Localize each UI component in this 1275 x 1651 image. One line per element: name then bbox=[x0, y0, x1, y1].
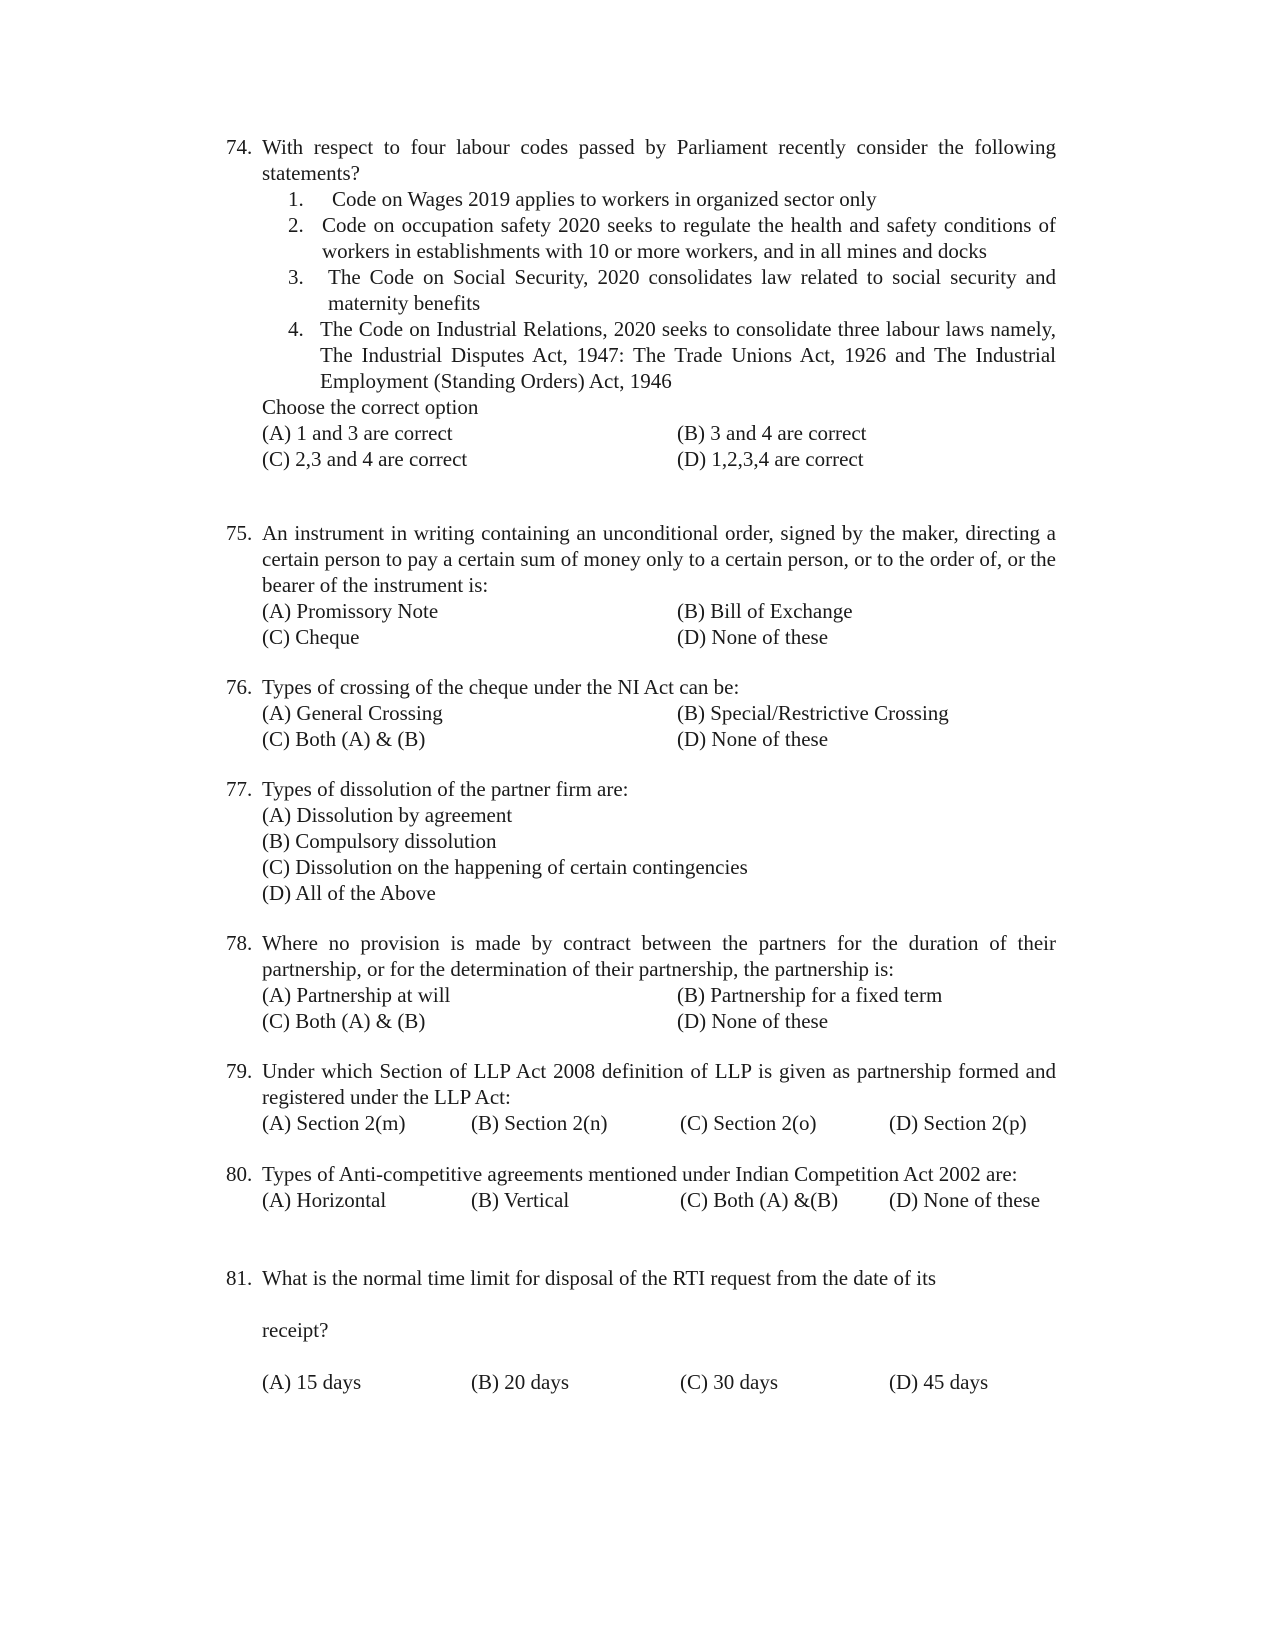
question-number: 79. bbox=[226, 1059, 253, 1083]
question-text: Types of dissolution of the partner firm are: bbox=[262, 777, 629, 801]
question-text: Where no provision is made by contract between the partners for the duration of their partnership, or for the determination of their partnership, the partnership is: bbox=[262, 931, 1056, 981]
option-b[interactable]: (B) Vertical bbox=[471, 1188, 570, 1212]
statement-text: Code on Wages 2019 applies to workers in organized sector only bbox=[332, 187, 877, 211]
option-b[interactable]: (B) Compulsory dissolution bbox=[262, 829, 497, 853]
question-text: An instrument in writing containing an unconditional order, signed by the maker, directing a certain person to pay a certain sum of money only to a certain person, or to the order of, or the bearer of the instrument is: bbox=[262, 521, 1056, 597]
option-b[interactable]: (B) Bill of Exchange bbox=[677, 599, 853, 623]
question-number: 77. bbox=[226, 777, 253, 801]
option-a[interactable]: (A) Partnership at will bbox=[262, 983, 451, 1007]
option-c[interactable]: (C) Section 2(o) bbox=[680, 1111, 817, 1135]
option-a[interactable]: (A) Horizontal bbox=[262, 1188, 387, 1212]
question-number: 74. bbox=[226, 135, 253, 159]
question-number: 75. bbox=[226, 521, 253, 545]
question-prompt: Choose the correct option bbox=[262, 395, 479, 419]
question-74 bbox=[226, 134, 1056, 472]
option-a[interactable]: (A) General Crossing bbox=[262, 701, 443, 725]
option-a[interactable]: (A) 1 and 3 are correct bbox=[262, 421, 453, 445]
option-d[interactable]: (D) None of these bbox=[677, 625, 829, 649]
statement-text: The Code on Social Security, 2020 consolidates law related to social security and maternity benefits bbox=[328, 265, 1056, 315]
option-row bbox=[262, 1187, 1056, 1213]
question-76 bbox=[226, 674, 1056, 752]
option-a[interactable]: (A) Dissolution by agreement bbox=[262, 803, 513, 827]
option-c[interactable]: (C) Dissolution on the happening of certain contingencies bbox=[262, 855, 748, 879]
option-c[interactable]: (C) Both (A) & (B) bbox=[262, 727, 426, 751]
question-text: With respect to four labour codes passed by Parliament recently consider the following statements? bbox=[262, 135, 1056, 185]
question-77 bbox=[226, 776, 1056, 906]
option-c[interactable]: (C) Both (A) & (B) bbox=[262, 1009, 426, 1033]
option-c[interactable]: (C) 2,3 and 4 are correct bbox=[262, 447, 468, 471]
question-78 bbox=[226, 930, 1056, 1034]
statement-number: 2. bbox=[288, 213, 304, 237]
option-grid bbox=[262, 598, 1056, 650]
option-d[interactable]: (D) None of these bbox=[677, 1009, 829, 1033]
option-grid bbox=[262, 982, 1056, 1034]
option-b[interactable]: (B) Partnership for a fixed term bbox=[677, 983, 943, 1007]
option-d[interactable]: (D) All of the Above bbox=[262, 881, 436, 905]
question-number: 81. bbox=[226, 1266, 253, 1290]
statement-text: Code on occupation safety 2020 seeks to regulate the health and safety conditions of workers in establishments with 10 or more workers, and in all mines and docks bbox=[322, 213, 1056, 263]
statement-number: 3. bbox=[288, 265, 304, 289]
statement-item bbox=[288, 186, 1056, 212]
statement-list bbox=[262, 186, 1056, 394]
statement-number: 1. bbox=[288, 187, 304, 211]
option-b[interactable]: (B) Section 2(n) bbox=[471, 1111, 608, 1135]
question-text-continued: receipt? bbox=[262, 1318, 329, 1342]
statement-item bbox=[288, 264, 1056, 316]
question-81 bbox=[226, 1265, 1056, 1395]
question-text: Types of crossing of the cheque under the NI Act can be: bbox=[262, 675, 740, 699]
option-d[interactable]: (D) Section 2(p) bbox=[889, 1111, 1027, 1135]
question-text: Types of Anti-competitive agreements mentioned under Indian Competition Act 2002 are: bbox=[262, 1162, 1018, 1186]
option-row bbox=[262, 1110, 1056, 1136]
question-79 bbox=[226, 1058, 1056, 1136]
option-d[interactable]: (D) None of these bbox=[677, 727, 829, 751]
statement-item bbox=[288, 316, 1056, 394]
question-number: 76. bbox=[226, 675, 253, 699]
statement-number: 4. bbox=[288, 317, 304, 341]
option-grid bbox=[262, 420, 1056, 472]
option-list bbox=[262, 802, 1056, 906]
option-d[interactable]: (D) None of these bbox=[889, 1188, 1041, 1212]
option-a[interactable]: (A) Section 2(m) bbox=[262, 1111, 406, 1135]
option-c[interactable]: (C) 30 days bbox=[680, 1370, 778, 1394]
option-d[interactable]: (D) 45 days bbox=[889, 1370, 989, 1394]
option-b[interactable]: (B) 3 and 4 are correct bbox=[677, 421, 867, 445]
option-c[interactable]: (C) Both (A) &(B) bbox=[680, 1188, 839, 1212]
statement-item bbox=[288, 212, 1056, 264]
option-grid bbox=[262, 700, 1056, 752]
question-number: 80. bbox=[226, 1162, 253, 1186]
option-row bbox=[262, 1369, 1056, 1395]
question-75 bbox=[226, 520, 1056, 650]
option-b[interactable]: (B) Special/Restrictive Crossing bbox=[677, 701, 949, 725]
question-text: Under which Section of LLP Act 2008 definition of LLP is given as partnership formed and registered under the LLP Act: bbox=[262, 1059, 1056, 1109]
question-80 bbox=[226, 1161, 1056, 1213]
option-a[interactable]: (A) Promissory Note bbox=[262, 599, 439, 623]
option-b[interactable]: (B) 20 days bbox=[471, 1370, 569, 1394]
option-c[interactable]: (C) Cheque bbox=[262, 625, 360, 649]
option-a[interactable]: (A) 15 days bbox=[262, 1370, 362, 1394]
option-d[interactable]: (D) 1,2,3,4 are correct bbox=[677, 447, 864, 471]
question-text: What is the normal time limit for disposal of the RTI request from the date of its bbox=[262, 1266, 937, 1290]
question-number: 78. bbox=[226, 931, 253, 955]
statement-text: The Code on Industrial Relations, 2020 seeks to consolidate three labour laws namely, The Industrial Disputes Act, 1947: The Trade Unions Act, 1926 and The Industrial Employment (Standing Orders) Act, 1946 bbox=[320, 317, 1056, 393]
